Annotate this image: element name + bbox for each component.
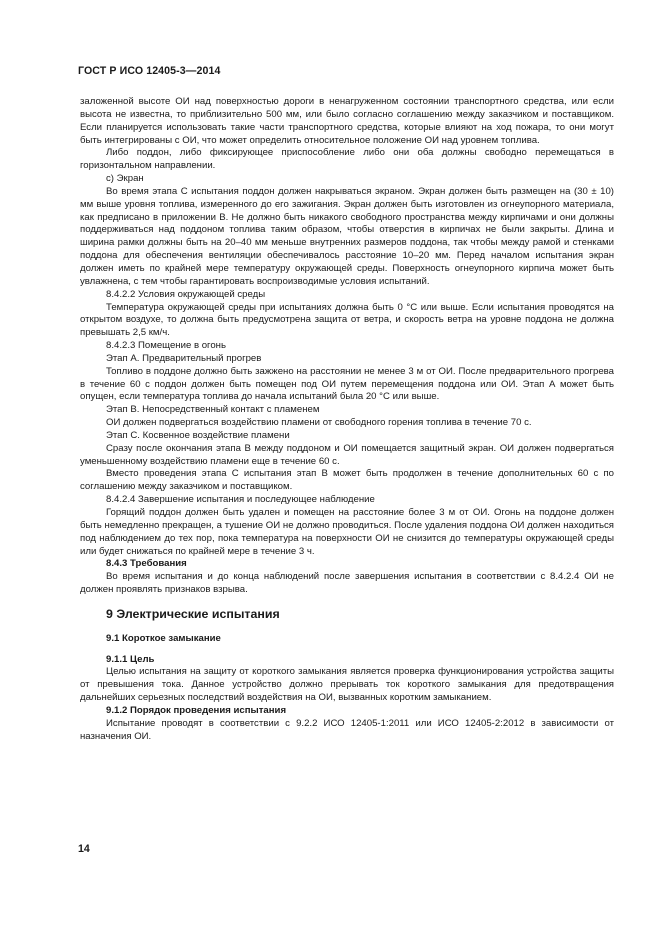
page-number: 14 <box>78 843 90 855</box>
subsection-heading: 8.4.2.4 Завершение испытания и последующее наблюдение <box>106 494 375 506</box>
paragraph: Горящий поддон должен быть удален и помещен на расстояние более 3 м от ОИ. Огонь на поддоне должен быть немедленно прекращен, а тушение ОИ не должно проводиться. После удаления поддона ОИ должен находиться под наблюдением до тех пор, пока температура на поверхности ОИ не снизится до температуры окружающей среды или будет снижаться по крайней мере в течение 3 ч. <box>80 507 614 557</box>
stage-label: Этап С. Косвенное воздействие пламени <box>106 429 290 441</box>
stage-label: Этап А. Предварительный прогрев <box>106 352 262 364</box>
paragraph: Во время этапа C испытания поддон должен накрываться экраном. Экран должен быть размещен на (30 ± 10) мм выше уровня топлива, измеренного до его зажигания. Экран должен быть изготовлен из огнеупорного материала, как предписано в приложении B. Не должно быть никакого свободного пространства между кирпичами и они должны поддерживаться над поддоном топлива таким образом, чтобы отверстия в кирпичах не были закрыты. Длина и ширина рамки должны быть на 20–40 мм меньше внутренних размеров поддона, так чтобы между рамой и стенками поддона для обеспечения вентиляции обеспечивалось расстояние 10–20 мм. Перед началом испытания экран должен иметь по крайней мере температуру окружающей среды. Поверхность огнеупорного кирпича может быть увлажнена, с тем чтобы гарантировать воспроизводимые условия испытаний. <box>80 185 614 287</box>
paragraph: Сразу после окончания этапа B между поддоном и ОИ помещается защитный экран. ОИ должен подвергаться уменьшенному воздействию пламени еще в течение 60 с. <box>80 442 614 467</box>
subsection-heading: 8.4.2.2 Условия окружающей среды <box>106 288 266 300</box>
paragraph: ОИ должен подвергаться воздействию пламени от свободного горения топлива в течение 70 с. <box>106 417 532 429</box>
list-item-label: c) Экран <box>106 173 144 185</box>
subsection-heading: 9.1.2 Порядок проведения испытания <box>106 704 287 716</box>
stage-label: Этап B. Непосредственный контакт с пламенем <box>106 404 320 416</box>
paragraph: Вместо проведения этапа C испытания этап B может быть продолжен в течение дополнительных 60 с по соглашению между заказчиком и поставщиком. <box>80 468 614 493</box>
subsection-heading: 9.1.1 Цель <box>106 653 155 665</box>
paragraph: Испытание проводят в соответствии с 9.2.2 ИСО 12405-1:2011 или ИСО 12405-2:2012 в зависимости от назначения ОИ. <box>80 717 614 742</box>
paragraph: Целью испытания на защиту от короткого замыкания является проверка функционирования устройства защиты от превышения тока. Данное устройство должно прерывать ток короткого замыкания для предотвращения дальнейших серьезных последствий воздействия на ОИ, вызванных коротким замыканием. <box>80 666 614 704</box>
document-header: ГОСТ Р ИСО 12405-3—2014 <box>78 65 221 77</box>
subsection-heading: 8.4.3 Требования <box>106 558 187 570</box>
paragraph: заложенной высоте ОИ над поверхностью дороги в ненагруженном состоянии транспортного средства, или если высота не известна, то приблизительно 500 мм, или было согласно соглашению между заказчиком и поставщиком. Если планируется использовать такие части транспортного средства, которые влияют на ход пожара, то они могут быть интегрированы с ОИ, что может определить относительное положение ОИ над уровнем топлива. <box>80 96 614 146</box>
subsection-heading: 8.4.2.3 Помещение в огонь <box>106 340 226 352</box>
subsection-heading: 9.1 Короткое замыкание <box>106 632 221 644</box>
document-body <box>80 96 614 744</box>
paragraph: Во время испытания и до конца наблюдений после завершения испытания в соответствии с 8.4.2.4 ОИ не должен проявлять признаков взрыва. <box>80 571 614 596</box>
paragraph: Либо поддон, либо фиксирующее приспособление либо они оба должны свободно перемещаться в горизонтальном направлении. <box>80 147 614 172</box>
section-heading: 9 Электрические испытания <box>106 606 280 621</box>
paragraph: Топливо в поддоне должно быть зажжено на расстоянии не менее 3 м от ОИ. После предварительного прогрева в течение 60 с поддон должен быть помещен под ОИ путем перемещения поддона или ОИ. Этап А может быть опущен, если температура топлива до начала испытаний была 20 °C или выше. <box>80 365 614 403</box>
paragraph: Температура окружающей среды при испытаниях должна быть 0 °C или выше. Если испытания проводятся на открытом воздухе, то должна быть предусмотрена защита от ветра, и скорость ветра на уровне поддона не должна превышать 2,5 км/ч. <box>80 301 614 339</box>
